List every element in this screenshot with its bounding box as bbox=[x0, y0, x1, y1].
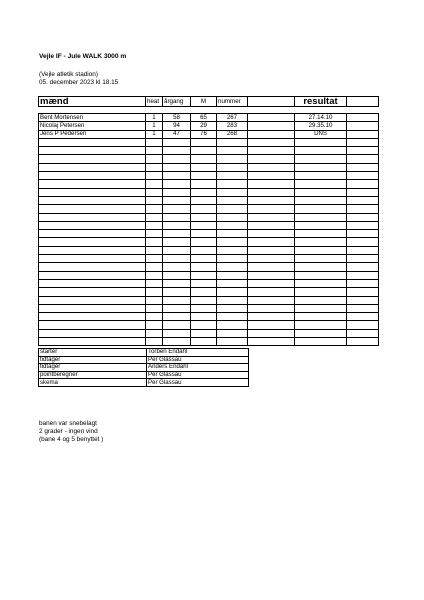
empty-cell bbox=[248, 221, 295, 229]
empty-cell bbox=[146, 338, 163, 346]
empty-row bbox=[39, 338, 379, 346]
empty-cell bbox=[191, 172, 217, 180]
official-name: Per Glassau bbox=[147, 379, 249, 387]
empty-cell bbox=[191, 213, 217, 221]
empty-cell bbox=[39, 313, 146, 321]
empty-cell bbox=[39, 205, 146, 213]
empty-cell bbox=[248, 205, 295, 213]
empty-cell bbox=[295, 246, 347, 254]
empty-cell bbox=[295, 271, 347, 279]
empty-cell bbox=[163, 213, 191, 221]
empty-row bbox=[39, 263, 379, 271]
empty-cell bbox=[295, 221, 347, 229]
empty-cell bbox=[248, 155, 295, 163]
empty-cell bbox=[295, 329, 347, 337]
empty-cell bbox=[248, 338, 295, 346]
result-cell-m: 65 bbox=[191, 114, 217, 122]
spacer-row bbox=[39, 107, 379, 114]
empty-cell bbox=[191, 271, 217, 279]
empty-cell bbox=[248, 147, 295, 155]
empty-cell bbox=[191, 255, 217, 263]
empty-cell bbox=[163, 238, 191, 246]
header-m: M bbox=[191, 97, 217, 107]
empty-cell bbox=[248, 246, 295, 254]
empty-cell bbox=[163, 138, 191, 146]
empty-cell bbox=[248, 163, 295, 171]
result-cell-born: 58 bbox=[163, 114, 191, 122]
official-role: tidtager bbox=[39, 364, 147, 372]
empty-cell bbox=[347, 221, 379, 229]
result-cell-born: 94 bbox=[163, 122, 191, 130]
empty-cell bbox=[163, 321, 191, 329]
empty-cell bbox=[39, 188, 146, 196]
empty-cell bbox=[146, 172, 163, 180]
empty-cell bbox=[39, 147, 146, 155]
empty-cell bbox=[163, 147, 191, 155]
empty-cell bbox=[39, 329, 146, 337]
empty-cell bbox=[248, 255, 295, 263]
results-table bbox=[38, 96, 379, 346]
result-cell-number: 268 bbox=[217, 130, 248, 138]
empty-cell bbox=[163, 196, 191, 204]
official-name: Torben Endahl bbox=[147, 349, 249, 357]
document-title: Vejle IF - Jule WALK 3000 m bbox=[39, 53, 127, 60]
empty-cell bbox=[295, 180, 347, 188]
empty-cell bbox=[295, 230, 347, 238]
empty-cell bbox=[39, 246, 146, 254]
empty-cell bbox=[191, 321, 217, 329]
empty-row bbox=[39, 230, 379, 238]
empty-cell bbox=[39, 296, 146, 304]
empty-cell bbox=[39, 221, 146, 229]
empty-cell bbox=[191, 163, 217, 171]
empty-cell bbox=[191, 263, 217, 271]
empty-row bbox=[39, 238, 379, 246]
empty-cell bbox=[295, 321, 347, 329]
empty-cell bbox=[248, 296, 295, 304]
empty-cell bbox=[217, 296, 248, 304]
empty-cell bbox=[248, 263, 295, 271]
empty-cell bbox=[248, 329, 295, 337]
official-name: Per Glassau bbox=[147, 356, 249, 364]
empty-row bbox=[39, 155, 379, 163]
empty-cell bbox=[347, 321, 379, 329]
official-role: skema bbox=[39, 379, 147, 387]
empty-cell bbox=[347, 213, 379, 221]
empty-cell bbox=[191, 221, 217, 229]
empty-cell bbox=[295, 138, 347, 146]
empty-cell bbox=[347, 172, 379, 180]
empty-cell bbox=[146, 155, 163, 163]
empty-cell bbox=[217, 255, 248, 263]
empty-cell bbox=[347, 313, 379, 321]
empty-cell bbox=[191, 205, 217, 213]
empty-cell bbox=[163, 205, 191, 213]
header-result: resultat bbox=[295, 97, 347, 107]
empty-cell bbox=[347, 304, 379, 312]
empty-cell bbox=[191, 304, 217, 312]
empty-cell bbox=[191, 288, 217, 296]
empty-cell bbox=[295, 155, 347, 163]
empty-cell bbox=[248, 196, 295, 204]
empty-cell bbox=[347, 163, 379, 171]
empty-cell bbox=[191, 147, 217, 155]
empty-cell bbox=[146, 147, 163, 155]
empty-cell bbox=[146, 263, 163, 271]
empty-cell bbox=[217, 155, 248, 163]
header-born: årgang bbox=[163, 97, 191, 107]
empty-cell bbox=[163, 288, 191, 296]
empty-cell bbox=[217, 188, 248, 196]
empty-cell bbox=[347, 188, 379, 196]
empty-cell bbox=[217, 221, 248, 229]
empty-cell bbox=[217, 213, 248, 221]
empty-cell bbox=[146, 138, 163, 146]
result-cell-m: 29 bbox=[191, 122, 217, 130]
empty-cell bbox=[217, 196, 248, 204]
header-number: nummer bbox=[217, 97, 248, 107]
empty-cell bbox=[146, 321, 163, 329]
empty-cell bbox=[163, 279, 191, 287]
empty-cell bbox=[217, 271, 248, 279]
empty-cell bbox=[191, 155, 217, 163]
empty-cell bbox=[191, 138, 217, 146]
empty-cell bbox=[191, 338, 217, 346]
empty-row bbox=[39, 329, 379, 337]
empty-cell bbox=[295, 205, 347, 213]
empty-cell bbox=[295, 288, 347, 296]
empty-cell bbox=[163, 255, 191, 263]
note-weather: 2 grader - ingen vind bbox=[39, 428, 98, 435]
empty-row bbox=[39, 213, 379, 221]
result-cell-blank bbox=[347, 122, 379, 130]
empty-cell bbox=[217, 313, 248, 321]
empty-cell bbox=[347, 246, 379, 254]
result-cell-born: 47 bbox=[163, 130, 191, 138]
empty-cell bbox=[146, 255, 163, 263]
empty-row bbox=[39, 255, 379, 263]
note-lanes: (bane 4 og 5 benyttet ) bbox=[39, 436, 104, 443]
official-name: Per Glassau bbox=[147, 371, 249, 379]
empty-cell bbox=[146, 213, 163, 221]
empty-row bbox=[39, 279, 379, 287]
empty-row bbox=[39, 288, 379, 296]
empty-cell bbox=[146, 279, 163, 287]
empty-cell bbox=[217, 172, 248, 180]
empty-cell bbox=[39, 196, 146, 204]
official-row bbox=[39, 371, 249, 379]
empty-cell bbox=[248, 213, 295, 221]
result-cell-number: 267 bbox=[217, 114, 248, 122]
empty-cell bbox=[191, 238, 217, 246]
empty-cell bbox=[217, 246, 248, 254]
empty-cell bbox=[146, 304, 163, 312]
empty-cell bbox=[39, 263, 146, 271]
empty-cell bbox=[248, 271, 295, 279]
empty-cell bbox=[39, 163, 146, 171]
empty-cell bbox=[146, 180, 163, 188]
empty-cell bbox=[163, 338, 191, 346]
header-heat: heat bbox=[146, 97, 163, 107]
empty-cell bbox=[248, 180, 295, 188]
empty-cell bbox=[295, 188, 347, 196]
empty-cell bbox=[146, 188, 163, 196]
empty-cell bbox=[39, 255, 146, 263]
empty-cell bbox=[163, 155, 191, 163]
result-cell-blank bbox=[248, 114, 295, 122]
result-cell-blank bbox=[347, 130, 379, 138]
empty-cell bbox=[217, 329, 248, 337]
empty-cell bbox=[347, 263, 379, 271]
empty-cell bbox=[39, 338, 146, 346]
result-cell-result: DNS bbox=[295, 130, 347, 138]
result-cell-heat: 1 bbox=[146, 122, 163, 130]
result-row bbox=[39, 130, 379, 138]
empty-cell bbox=[248, 138, 295, 146]
empty-cell bbox=[146, 271, 163, 279]
empty-cell bbox=[146, 196, 163, 204]
empty-cell bbox=[163, 304, 191, 312]
empty-cell bbox=[217, 279, 248, 287]
empty-cell bbox=[39, 288, 146, 296]
empty-cell bbox=[39, 230, 146, 238]
empty-cell bbox=[248, 304, 295, 312]
empty-cell bbox=[295, 263, 347, 271]
empty-cell bbox=[217, 147, 248, 155]
empty-cell bbox=[217, 180, 248, 188]
empty-cell bbox=[39, 279, 146, 287]
empty-cell bbox=[191, 329, 217, 337]
official-role: tidtager bbox=[39, 356, 147, 364]
empty-row bbox=[39, 147, 379, 155]
empty-cell bbox=[39, 271, 146, 279]
official-row bbox=[39, 356, 249, 364]
empty-cell bbox=[217, 338, 248, 346]
empty-cell bbox=[248, 230, 295, 238]
result-cell-heat: 1 bbox=[146, 114, 163, 122]
empty-row bbox=[39, 188, 379, 196]
result-row bbox=[39, 114, 379, 122]
empty-cell bbox=[347, 205, 379, 213]
empty-cell bbox=[217, 163, 248, 171]
officials-table bbox=[38, 348, 249, 387]
empty-cell bbox=[217, 263, 248, 271]
result-cell-result: 29.35.10 bbox=[295, 122, 347, 130]
empty-cell bbox=[347, 271, 379, 279]
empty-cell bbox=[191, 188, 217, 196]
empty-cell bbox=[163, 246, 191, 254]
header-blank bbox=[347, 97, 379, 107]
official-role: pointberegner bbox=[39, 371, 147, 379]
empty-cell bbox=[295, 196, 347, 204]
empty-cell bbox=[347, 147, 379, 155]
empty-row bbox=[39, 313, 379, 321]
results-header-row bbox=[39, 97, 379, 107]
result-cell-name: Bent Mortensen bbox=[39, 114, 146, 122]
note-track: banen var snebelagt bbox=[39, 420, 97, 427]
official-role: starter bbox=[39, 349, 147, 357]
empty-cell bbox=[191, 279, 217, 287]
empty-cell bbox=[163, 313, 191, 321]
empty-cell bbox=[146, 329, 163, 337]
empty-cell bbox=[347, 196, 379, 204]
empty-cell bbox=[39, 155, 146, 163]
empty-cell bbox=[146, 296, 163, 304]
empty-cell bbox=[39, 304, 146, 312]
empty-cell bbox=[39, 321, 146, 329]
empty-row bbox=[39, 138, 379, 146]
empty-cell bbox=[146, 163, 163, 171]
empty-cell bbox=[39, 180, 146, 188]
empty-cell bbox=[191, 313, 217, 321]
header-group: mænd bbox=[39, 97, 146, 107]
empty-cell bbox=[347, 329, 379, 337]
empty-cell bbox=[217, 288, 248, 296]
empty-cell bbox=[163, 172, 191, 180]
empty-cell bbox=[217, 230, 248, 238]
empty-cell bbox=[347, 296, 379, 304]
empty-cell bbox=[248, 321, 295, 329]
empty-cell bbox=[146, 313, 163, 321]
result-cell-blank bbox=[248, 130, 295, 138]
empty-cell bbox=[217, 321, 248, 329]
empty-cell bbox=[248, 172, 295, 180]
empty-cell bbox=[347, 255, 379, 263]
result-cell-m: 76 bbox=[191, 130, 217, 138]
empty-row bbox=[39, 246, 379, 254]
empty-row bbox=[39, 172, 379, 180]
result-cell-number: 283 bbox=[217, 122, 248, 130]
empty-cell bbox=[347, 138, 379, 146]
empty-cell bbox=[248, 279, 295, 287]
empty-row bbox=[39, 205, 379, 213]
empty-cell bbox=[347, 338, 379, 346]
result-cell-name: Nicolaj Petersen bbox=[39, 122, 146, 130]
empty-cell bbox=[163, 230, 191, 238]
date-time-text: 05. december 2023 kl 18.15 bbox=[39, 79, 119, 86]
empty-cell bbox=[163, 180, 191, 188]
empty-cell bbox=[39, 213, 146, 221]
empty-cell bbox=[248, 238, 295, 246]
empty-cell bbox=[146, 238, 163, 246]
official-name: Anders Endahl bbox=[147, 364, 249, 372]
empty-cell bbox=[191, 180, 217, 188]
header-blank bbox=[248, 97, 295, 107]
empty-cell bbox=[347, 238, 379, 246]
empty-cell bbox=[163, 263, 191, 271]
empty-cell bbox=[191, 230, 217, 238]
empty-cell bbox=[295, 313, 347, 321]
empty-cell bbox=[163, 329, 191, 337]
empty-cell bbox=[295, 338, 347, 346]
empty-row bbox=[39, 180, 379, 188]
empty-row bbox=[39, 271, 379, 279]
empty-cell bbox=[146, 288, 163, 296]
empty-cell bbox=[295, 304, 347, 312]
empty-cell bbox=[191, 296, 217, 304]
empty-cell bbox=[347, 288, 379, 296]
empty-cell bbox=[295, 255, 347, 263]
empty-cell bbox=[146, 246, 163, 254]
empty-row bbox=[39, 321, 379, 329]
empty-cell bbox=[347, 180, 379, 188]
empty-cell bbox=[217, 304, 248, 312]
empty-cell bbox=[191, 196, 217, 204]
empty-row bbox=[39, 163, 379, 171]
empty-cell bbox=[163, 271, 191, 279]
empty-cell bbox=[347, 279, 379, 287]
empty-cell bbox=[163, 221, 191, 229]
empty-row bbox=[39, 221, 379, 229]
empty-cell bbox=[191, 246, 217, 254]
empty-cell bbox=[217, 138, 248, 146]
empty-cell bbox=[248, 188, 295, 196]
official-row bbox=[39, 364, 249, 372]
empty-cell bbox=[295, 279, 347, 287]
empty-cell bbox=[39, 172, 146, 180]
empty-cell bbox=[347, 230, 379, 238]
empty-cell bbox=[163, 188, 191, 196]
empty-cell bbox=[295, 163, 347, 171]
empty-cell bbox=[163, 296, 191, 304]
empty-cell bbox=[295, 238, 347, 246]
result-cell-blank bbox=[248, 122, 295, 130]
empty-cell bbox=[347, 155, 379, 163]
empty-cell bbox=[295, 296, 347, 304]
empty-cell bbox=[217, 238, 248, 246]
empty-row bbox=[39, 296, 379, 304]
empty-cell bbox=[295, 172, 347, 180]
empty-cell bbox=[295, 213, 347, 221]
empty-cell bbox=[217, 205, 248, 213]
result-cell-name: Jens P Pedersen bbox=[39, 130, 146, 138]
empty-cell bbox=[248, 313, 295, 321]
result-row bbox=[39, 122, 379, 130]
result-cell-heat: 1 bbox=[146, 130, 163, 138]
venue-text: (Vejle atletik stadion) bbox=[39, 71, 98, 78]
official-row bbox=[39, 379, 249, 387]
empty-cell bbox=[39, 238, 146, 246]
empty-row bbox=[39, 304, 379, 312]
result-cell-result: 27.14.10 bbox=[295, 114, 347, 122]
empty-cell bbox=[163, 163, 191, 171]
official-row bbox=[39, 349, 249, 357]
empty-cell bbox=[248, 288, 295, 296]
empty-cell bbox=[146, 221, 163, 229]
empty-cell bbox=[146, 230, 163, 238]
result-cell-blank bbox=[347, 114, 379, 122]
empty-row bbox=[39, 196, 379, 204]
empty-cell bbox=[39, 138, 146, 146]
empty-cell bbox=[295, 147, 347, 155]
empty-cell bbox=[146, 205, 163, 213]
